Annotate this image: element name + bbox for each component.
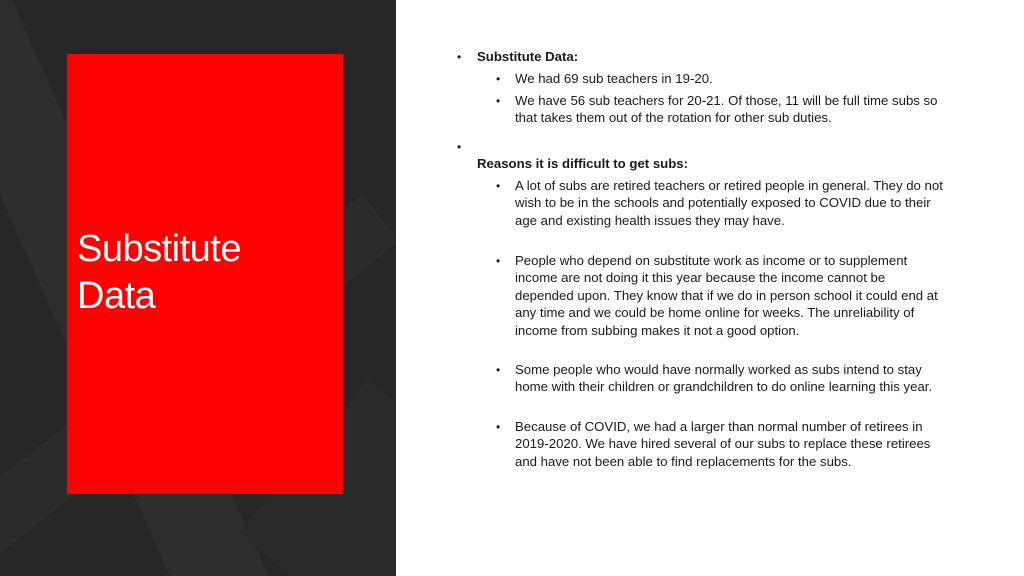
bullet-icon: •	[496, 94, 501, 108]
section-heading: Reasons it is difficult to get subs:	[477, 156, 689, 171]
bullet-icon: •	[496, 179, 501, 193]
bullet-icon: •	[496, 254, 501, 268]
list-item: Because of COVID, we had a larger than normal number of retirees in 2019-2020. We have hired several of our subs to replace these retirees and have not been able to find replacements for the subs.	[515, 419, 931, 469]
bullet-icon: •	[496, 420, 501, 434]
bullet-icon: •	[457, 140, 462, 154]
list-item: A lot of subs are retired teachers or retired people in general. They do not wish to be in the schools and potentially exposed to COVID due to their age and existing health issues they may have.	[515, 178, 943, 228]
bullet-icon: •	[496, 363, 501, 377]
list-item: People who depend on substitute work as income or to supplement income are not doing it this year because the income cannot be depended upon. They know that if we do in person school it could end at any time and we could be home online for weeks. The unreliability of income from subbing makes it not a good option.	[515, 253, 938, 338]
list-item: We had 69 sub teachers in 19-20.	[515, 71, 713, 86]
slide-title: Substitute Data	[77, 228, 241, 317]
bullet-list	[396, 0, 1024, 576]
bullet-icon: •	[457, 50, 462, 64]
list-item: We have 56 sub teachers for 20-21. Of those, 11 will be full time subs so that takes them out of the rotation for other sub duties.	[515, 93, 938, 126]
content-panel	[396, 0, 1024, 576]
section-heading: Substitute Data:	[477, 49, 579, 64]
title-box	[67, 54, 343, 494]
list-item: Some people who would have normally worked as subs intend to stay home with their children or grandchildren to do online learning this year.	[515, 362, 933, 395]
bullet-icon: •	[496, 72, 501, 86]
